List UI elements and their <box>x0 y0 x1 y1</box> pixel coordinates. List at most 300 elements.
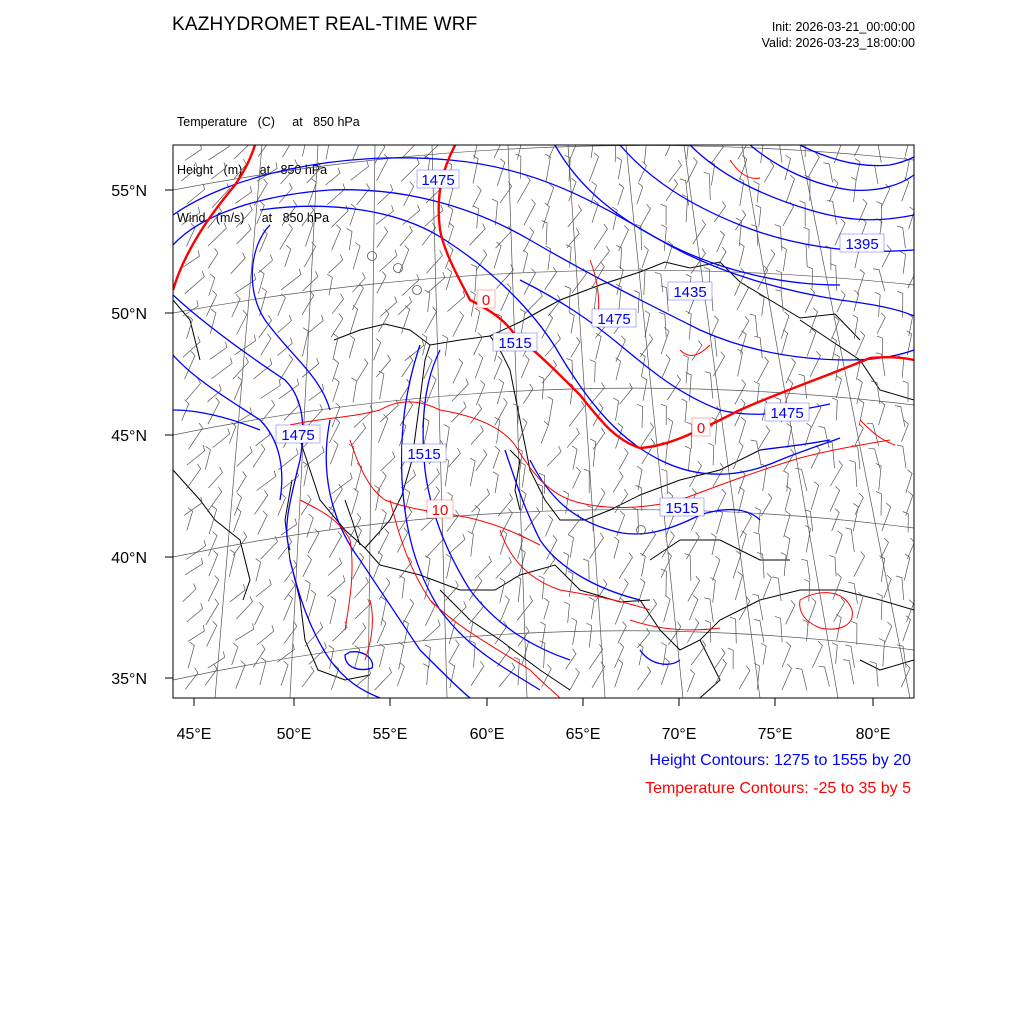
wind-barb <box>759 294 764 315</box>
wind-barb <box>187 603 203 622</box>
temp-label-1-text: 0 <box>481 292 491 309</box>
wind-barb <box>351 161 369 181</box>
wind-barb <box>279 183 292 203</box>
wind-barb <box>401 158 419 181</box>
wind-barb <box>208 467 222 488</box>
wind-barb <box>235 186 251 203</box>
wind-barb <box>232 295 240 318</box>
wind-barb <box>476 450 487 471</box>
wind-barb <box>568 571 573 597</box>
wind-barb <box>619 448 629 470</box>
wind-barb <box>545 267 557 290</box>
wind-barb <box>895 406 905 427</box>
wind-barb <box>524 199 535 225</box>
wind-barb <box>667 375 680 400</box>
wind-barb <box>705 372 713 399</box>
wind-barb <box>689 595 698 620</box>
wind-barb <box>758 426 770 450</box>
latitude-labels <box>111 183 147 688</box>
wind-barb <box>451 402 466 423</box>
wind-barb <box>539 376 544 400</box>
wind-barb <box>349 335 354 358</box>
wind-barb <box>750 314 758 337</box>
wind-barb <box>610 134 616 162</box>
wind-barb <box>639 204 651 229</box>
wind-barb <box>229 422 236 443</box>
wind-barb <box>515 576 520 602</box>
wind-barb <box>374 667 391 690</box>
wind-barb <box>403 205 420 225</box>
wind-barb <box>423 620 440 641</box>
wind-barb <box>188 625 204 641</box>
wind-barb <box>572 269 586 293</box>
wind-barb <box>735 380 746 405</box>
wind-barb <box>659 313 666 337</box>
wind-barb <box>850 460 857 487</box>
wind-barb <box>854 136 862 157</box>
wind-barb <box>810 351 820 377</box>
wind-barb <box>754 620 764 643</box>
wind-barb <box>379 250 397 272</box>
wind-barb <box>901 420 908 442</box>
wind-barb <box>281 661 288 686</box>
wind-barb <box>661 286 669 312</box>
wind-barb <box>374 339 381 361</box>
wind-barb <box>855 159 860 180</box>
wind-barb <box>905 132 911 157</box>
wind-barb <box>493 446 499 469</box>
wind-barb <box>808 153 820 179</box>
wind-barb <box>284 595 293 621</box>
wind-barb <box>661 469 667 494</box>
wind-barb <box>903 381 909 402</box>
wind-barb <box>907 600 914 622</box>
wind-barb <box>357 359 368 382</box>
wind-barb <box>355 577 369 598</box>
wind-barb <box>903 616 911 642</box>
wind-barb <box>424 418 429 444</box>
wind-barb <box>185 271 205 294</box>
wind-barb <box>853 503 858 531</box>
wind-barb <box>308 590 315 618</box>
wind-barb <box>539 576 544 599</box>
wind-barb <box>517 176 530 203</box>
wind-barb <box>589 136 594 158</box>
temp-label-3-text: 10 <box>431 502 449 519</box>
wind-barb <box>805 288 814 312</box>
wind-barb <box>569 178 576 201</box>
wind-barb <box>738 133 751 160</box>
wind-barb <box>349 444 354 466</box>
wind-barb <box>352 273 365 293</box>
wind-barb <box>739 417 746 442</box>
wind-barb <box>856 331 865 355</box>
wind-barb <box>497 159 504 186</box>
wind-barb <box>520 462 525 487</box>
wind-barb <box>471 425 483 444</box>
wind-barb <box>796 668 807 690</box>
wind-barb <box>233 357 249 379</box>
wind-barb <box>836 531 843 554</box>
wind-barb <box>876 463 881 490</box>
wind-barb <box>782 330 788 355</box>
wind-barb <box>282 134 293 158</box>
wind-barb <box>258 511 267 534</box>
wind-barb <box>468 619 473 641</box>
wind-barb <box>523 384 533 404</box>
wind-barb <box>404 182 414 206</box>
wind-barb <box>836 614 841 640</box>
wind-barb <box>591 286 596 312</box>
wind-barb <box>687 670 694 692</box>
wind-barb <box>879 401 885 425</box>
wind-barb <box>473 206 478 228</box>
lat-label-35: 35°N <box>111 671 147 688</box>
wind-barb <box>641 423 654 447</box>
wind-barb <box>571 337 580 357</box>
wind-barb <box>327 274 332 295</box>
map-title: KAZHYDROMET REAL-TIME WRF <box>172 14 478 35</box>
wind-barb <box>683 355 688 384</box>
wind-barb <box>713 352 724 377</box>
wind-barb <box>402 274 419 295</box>
wind-barb <box>783 471 788 492</box>
lat-label-40: 40°N <box>111 550 147 567</box>
wind-barb <box>426 250 442 273</box>
wind-barb <box>331 314 343 338</box>
wind-barb <box>876 202 882 229</box>
wind-barb <box>333 334 338 360</box>
wind-barb <box>400 226 412 246</box>
wind-barb <box>542 664 552 687</box>
wind-barb <box>471 264 477 292</box>
wind-barb <box>255 490 268 514</box>
wind-barb <box>781 312 789 339</box>
wind-barb <box>829 179 838 202</box>
wind-barb <box>830 461 842 486</box>
wind-barb <box>377 472 386 494</box>
lon-label-55: 55°E <box>372 726 408 743</box>
wind-barb <box>378 414 388 442</box>
wind-barb <box>786 175 795 203</box>
wind-barb <box>845 528 854 552</box>
wind-barb <box>682 399 687 423</box>
wind-barb <box>869 448 880 468</box>
wind-barb <box>473 156 478 184</box>
wind-barb <box>854 552 865 577</box>
wind-barb <box>500 596 510 623</box>
wind-barb <box>476 250 487 271</box>
wind-barb <box>906 470 912 493</box>
wind-barb <box>807 266 813 288</box>
wind-barb <box>305 580 310 602</box>
wind-barb <box>834 598 845 622</box>
wind-barb <box>188 642 194 668</box>
wind-barb <box>827 200 837 224</box>
wind-barb <box>800 243 807 267</box>
wind-barb <box>668 622 681 645</box>
wind-barb <box>309 384 324 401</box>
height-label-5 <box>493 333 537 352</box>
wind-barb <box>669 160 682 182</box>
wind-barb <box>326 168 340 185</box>
wind-barb <box>741 531 747 554</box>
wind-barb <box>182 207 200 225</box>
wind-barb <box>425 307 437 333</box>
wind-barb <box>446 268 452 290</box>
wind-barb <box>897 445 906 468</box>
wind-barb <box>807 329 816 357</box>
wind-barb <box>570 668 579 689</box>
wind-barb <box>615 659 623 687</box>
wind-barb <box>332 403 340 427</box>
field-temperature: Temperature (C) at 850 hPa <box>177 115 360 129</box>
wind-barb <box>357 183 370 205</box>
wind-barb <box>661 643 666 666</box>
wind-barb <box>183 300 198 316</box>
wind-barb <box>329 531 341 557</box>
wind-barb <box>687 158 698 184</box>
wind-barb <box>661 327 669 354</box>
wind-barb <box>377 227 388 248</box>
lon-label-65: 65°E <box>565 726 601 743</box>
wind-barb <box>183 336 200 357</box>
wind-barb <box>493 472 498 493</box>
wind-barb <box>237 310 247 335</box>
wind-barb <box>258 135 269 156</box>
wind-barb <box>813 641 823 667</box>
wind-barb <box>209 532 218 556</box>
wind-barb <box>704 598 713 623</box>
wind-barb <box>885 622 892 643</box>
wind-barb <box>278 294 286 316</box>
wind-barb <box>836 376 841 399</box>
wind-barb <box>449 640 459 663</box>
wind-barb <box>255 602 264 625</box>
wind-barb <box>442 335 447 356</box>
wind-barb <box>208 248 218 268</box>
wind-barb <box>332 294 344 314</box>
wind-barb <box>302 128 308 156</box>
wind-barb <box>710 578 715 603</box>
wind-barb <box>566 245 571 268</box>
wind-barb <box>691 249 706 274</box>
wind-barb <box>903 512 909 533</box>
wind-barb <box>453 359 463 384</box>
wind-barb <box>232 643 238 665</box>
wind-barb <box>730 617 736 644</box>
wind-barb <box>572 446 577 470</box>
wind-barb <box>427 375 437 402</box>
wind-barb <box>573 467 581 488</box>
wind-barb <box>782 664 792 690</box>
wind-barb <box>872 143 881 163</box>
wind-barb <box>655 273 663 293</box>
wind-barb <box>685 446 690 471</box>
wind-barb <box>584 469 590 493</box>
wind-barb <box>379 509 387 535</box>
lon-label-80: 80°E <box>855 726 891 743</box>
wind-barb <box>236 204 252 227</box>
wind-barb <box>470 458 475 486</box>
lon-label-50: 50°E <box>276 726 312 743</box>
wind-barb <box>233 508 241 532</box>
temp-label-3 <box>427 500 453 519</box>
wind-barb <box>355 599 370 619</box>
wind-barb <box>873 269 885 292</box>
height-label-9-text: 1515 <box>665 500 699 517</box>
field-wind: Wind (m/s) at 850 hPa <box>177 211 330 225</box>
wind-barb <box>829 555 836 576</box>
wind-barb <box>590 360 596 383</box>
wind-barb <box>186 464 200 489</box>
height-label-2 <box>840 234 884 253</box>
wind-barb <box>593 403 603 426</box>
wind-barb <box>447 291 465 312</box>
wind-barb <box>547 446 561 466</box>
wind-barb <box>784 449 794 471</box>
wind-barb <box>448 206 453 228</box>
wind-barb <box>642 246 648 268</box>
wind-barb <box>399 576 404 599</box>
wind-barb <box>306 404 322 427</box>
wind-barb <box>775 290 783 312</box>
wind-barb <box>422 223 435 246</box>
wind-barb <box>282 200 297 225</box>
wind-barb <box>758 139 763 164</box>
wind-barb <box>472 489 490 512</box>
wind-barb <box>714 201 725 222</box>
wind-barb <box>811 446 820 469</box>
wind-barb <box>468 531 473 556</box>
height-label-4-text: 1475 <box>597 311 631 328</box>
height-contour-legend: Height Contours: 1275 to 1555 by 20 <box>649 752 911 769</box>
wind-barb <box>548 184 554 205</box>
height-label-3 <box>668 282 712 301</box>
wind-barb <box>307 514 314 538</box>
wind-barb <box>213 428 230 447</box>
wind-barb <box>280 224 293 250</box>
wind-barb <box>908 261 919 288</box>
wind-barb <box>772 577 781 601</box>
wind-barb <box>904 554 910 581</box>
wind-barb <box>801 559 810 581</box>
wind-barb <box>207 621 217 646</box>
wind-barb <box>256 559 261 582</box>
wind-barb <box>327 183 345 204</box>
wind-barb <box>618 622 627 644</box>
wind-barb <box>473 186 482 207</box>
wind-barb <box>596 333 601 359</box>
wind-barb <box>837 291 845 313</box>
wind-barb <box>278 337 293 355</box>
wind-barb <box>253 444 265 467</box>
wind-barb <box>423 664 428 685</box>
wind-barb <box>857 592 863 618</box>
height-label-1-text: 1475 <box>421 172 455 189</box>
wind-barb <box>350 513 361 537</box>
wind-barb <box>236 661 245 689</box>
wind-barb <box>328 575 346 596</box>
wind-barb <box>825 246 831 270</box>
wind-barb <box>616 245 622 269</box>
wind-barb <box>711 316 719 338</box>
wind-barb <box>713 556 720 581</box>
wind-barb <box>717 509 723 534</box>
wind-barb <box>352 138 360 161</box>
wind-barb <box>568 535 573 558</box>
wind-barb <box>638 644 643 666</box>
wind-barb <box>564 602 569 623</box>
wind-barb <box>692 340 702 360</box>
wind-barb <box>897 226 906 248</box>
wind-barb <box>401 136 418 159</box>
wind-barb <box>329 418 339 443</box>
wind-barb <box>664 596 671 623</box>
init-time: Init: 2026-03-21_00:00:00 <box>771 20 915 34</box>
wind-barb <box>330 441 338 465</box>
wind-barb <box>799 132 805 158</box>
wind-barb <box>854 290 859 311</box>
wind-barb <box>542 221 548 246</box>
wind-barb <box>256 579 271 597</box>
wind-barb <box>303 555 312 577</box>
wind-barb <box>185 144 202 161</box>
wind-barb <box>280 355 293 381</box>
wind-barb <box>595 246 610 270</box>
wind-barb <box>859 199 867 222</box>
wind-barb <box>496 226 512 248</box>
wind-barb <box>567 228 579 248</box>
wind-barb <box>211 358 232 379</box>
wind-barb <box>377 272 386 294</box>
lon-label-75: 75°E <box>757 726 793 743</box>
wind-barb <box>333 622 348 642</box>
wind-barb <box>378 185 393 205</box>
wind-barb <box>303 271 318 291</box>
wind-barb <box>548 397 553 426</box>
wind-barb <box>590 439 595 467</box>
wind-barb <box>547 535 557 559</box>
wind-barb <box>754 181 759 202</box>
height-contour-labels <box>276 170 884 517</box>
wind-barb <box>470 223 486 245</box>
wind-barb <box>739 243 744 266</box>
wind-barb <box>182 162 198 181</box>
wind-barb <box>638 667 651 691</box>
wind-barb <box>754 336 762 358</box>
wind-barb <box>619 553 632 579</box>
lon-label-45: 45°E <box>176 726 212 743</box>
wind-barb <box>737 284 748 310</box>
height-label-9 <box>660 498 704 517</box>
wind-barb <box>545 154 550 181</box>
wind-barb <box>471 661 484 686</box>
wind-barb <box>661 204 667 225</box>
wind-barb <box>475 556 492 579</box>
wind-barb <box>474 333 483 356</box>
wind-barb <box>591 382 605 404</box>
wind-barb <box>595 488 605 511</box>
wind-barb <box>351 378 356 403</box>
wind-barb <box>880 556 885 582</box>
wind-barb <box>739 666 750 689</box>
wind-barb <box>544 555 555 575</box>
wind-barb <box>618 184 624 206</box>
wind-barb <box>617 157 622 179</box>
wind-barb <box>619 579 628 601</box>
wind-barb <box>494 137 502 158</box>
